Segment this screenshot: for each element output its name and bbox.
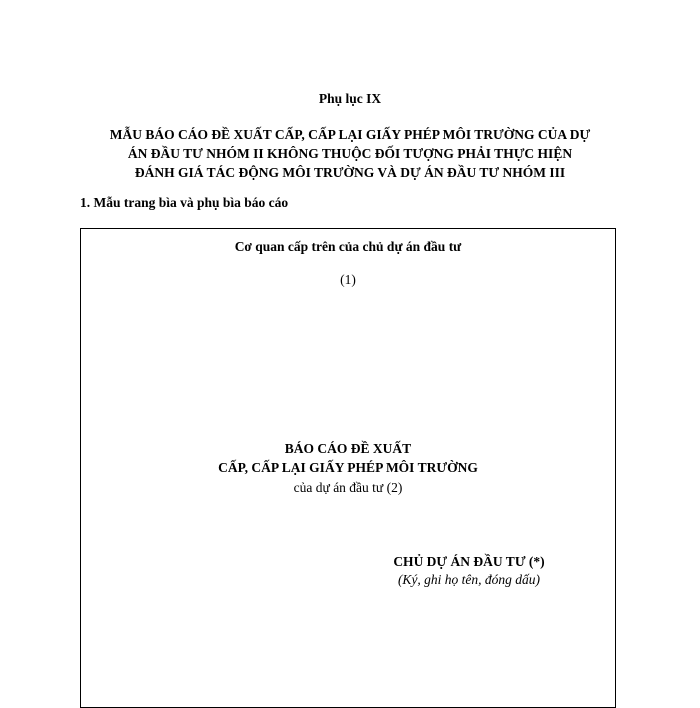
note-1-marker: (1) bbox=[340, 272, 356, 287]
main-heading-line-1: MẪU BÁO CÁO ĐỀ XUẤT CẤP, CẤP LẠI GIẤY PHÉP MÔI TRƯỜNG CỦA DỰ bbox=[109, 127, 591, 142]
owner-signature-note: (Ký, ghi họ tên, đóng dấu) bbox=[397, 572, 541, 587]
main-heading-line-3: ĐÁNH GIÁ TÁC ĐỘNG MÔI TRƯỜNG VÀ DỰ ÁN ĐẦU TƯ NHÓM III bbox=[134, 165, 566, 180]
owner-title: CHỦ DỰ ÁN ĐẦU TƯ (*) bbox=[393, 554, 545, 569]
main-heading-line-2: ÁN ĐẦU TƯ NHÓM II KHÔNG THUỘC ĐỐI TƯỢNG PHẢI THỰC HIỆN bbox=[127, 146, 573, 161]
cover-page-frame bbox=[80, 228, 616, 708]
report-subtitle: của dự án đầu tư (2) bbox=[293, 480, 403, 495]
superior-agency-label: Cơ quan cấp trên của chủ dự án đầu tư bbox=[234, 239, 462, 254]
report-title-line-1: BÁO CÁO ĐỀ XUẤT bbox=[284, 441, 412, 456]
report-title-line-2: CẤP, CẤP LẠI GIẤY PHÉP MÔI TRƯỜNG bbox=[218, 460, 478, 475]
appendix-title: Phụ lục IX bbox=[318, 91, 382, 106]
section-heading: 1. Mẫu trang bìa và phụ bìa báo cáo bbox=[80, 195, 289, 210]
main-heading bbox=[70, 125, 630, 182]
